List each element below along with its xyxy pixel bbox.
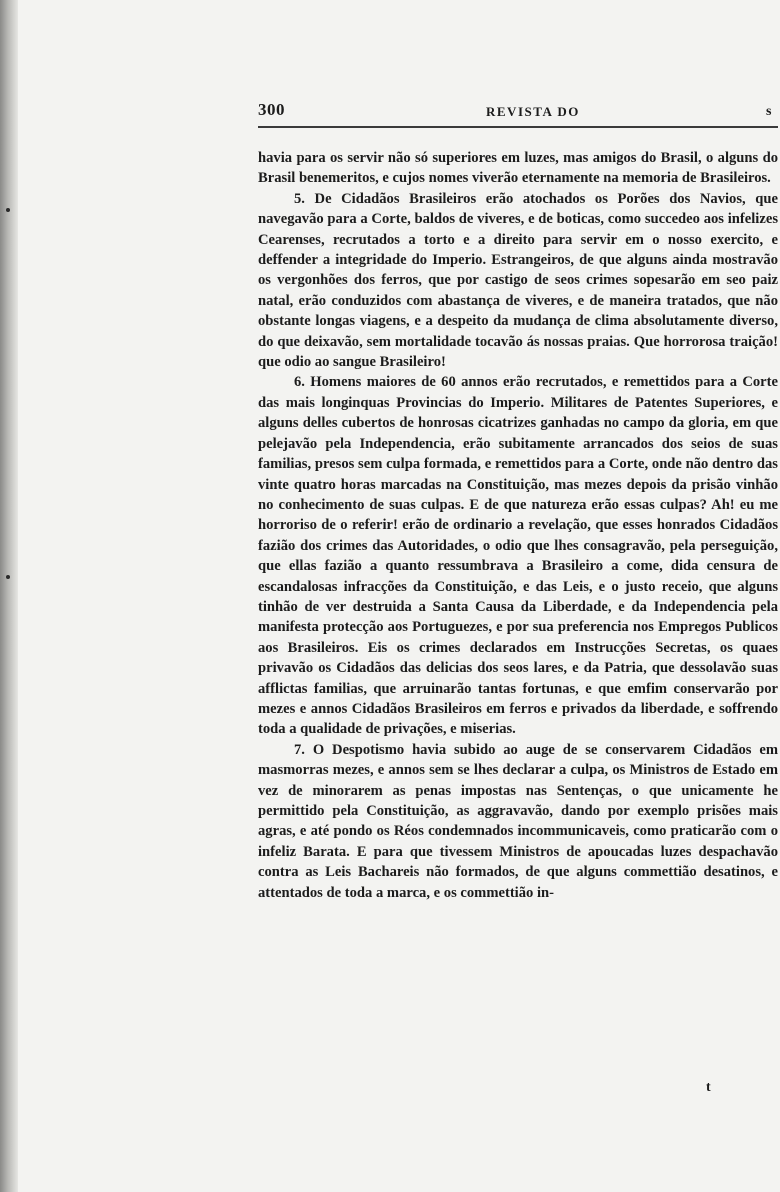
header-mark: s: [766, 104, 772, 119]
binding-mark: [6, 208, 10, 212]
book-spine-shadow: [0, 0, 18, 1192]
paragraph-6: 6. Homens maiores de 60 annos erão recrutados, e remettidos para a Corte das mais longinquas Provincias do Imperio. Militares de Patentes Superiores, e alguns delles cubertos de honrosas cicatrizes ganhadas no campo da gloria, em que pelejavão pela Independencia, erão subitamente arrancados dos seios de suas familias, presos sem culpa formada, e remettidos para a Corte, onde não dentro das vinte quatro horas marcadas na Constituição, mas mezes depois da prisão vinhão no conhecimento de suas culpas. E de que natureza erão essas culpas? Ah! eu me horroriso de o referir! erão de ordinario a revelação, que esses honrados Cidadãos fazião dos crimes das Autoridades, o odio que lhes consagravão, pela perseguição, que ellas fazião a quanto ressumbrava a Brasileiro a come, dida censura de escandalosas infracções da Constituição, e das Leis, e o justo receio, que alguns tinhão de ver destruida a Santa Causa da Liberdade, e da Independencia pela manifesta protecção aos Portuguezes, e por sua preferencia nos Empregos Publicos aos Brasileiros. Eis os crimes declarados em Instrucções Secretas, os quaes privavão os Cidadãos das delicias dos seos lares, e da Patria, que dessolavão suas afflictas familias, que arruinarão tantas fortunas, e que emfim conservarão por mezes e annos Cidadãos Brasileiros em ferros e privados da liberdade, e soffrendo toda a qualidade de privações, e miserias.: [258, 374, 778, 738]
header-rule: [258, 126, 778, 128]
page-content: [258, 96, 778, 903]
paragraph-5: 5. De Cidadãos Brasileiros erão atochados os Porões dos Navios, que navegavão para a Corte, baldos de viveres, e de boticas, como succedeo aos infelizes Cearenses, recrutados a torto e a direito para servir em o nosso exercito, e deffender a integridade do Imperio. Estrangeiros, de que alguns ainda mostravão os vergonhões dos ferros, que por castigo de seos crimes sopesarão em seo paiz natal, erão conduzidos com abastança de viveres, e de maneira tratados, que não obstante longas viagens, e a despeito da mudança de clima absolutamente diverso, do que deixavão, sem mortalidade tocavão ás nossas praias. Que horrorosa traição! que odio ao sangue Brasileiro!: [258, 190, 778, 371]
page-number: 300: [258, 100, 285, 119]
binding-mark: [6, 575, 10, 579]
paragraph-continuation: havia para os servir não só superiores em luzes, mas amigos do Brasil, o alguns do Brasil benemeritos, e cujos nomes viverão eternamente na memoria de Brasileiros.: [258, 150, 778, 187]
page-header: [258, 96, 778, 122]
footer-mark: t: [706, 1080, 711, 1095]
paragraph-7: 7. O Despotismo havia subido ao auge de se conservarem Cidadãos em masmorras mezes, e annos sem se lhes declarar a culpa, os Ministros de Estado em vez de minorarem as penas impostas nas Sentenças, o que unicamente he permittido pela Constituição, as aggravavão, dando por exemplo prisões mais agras, e até pondo os Réos condemnados incommunicaveis, como praticarão com o infeliz Barata. E para que tivessem Ministros de apoucadas luzes despachavão contra as Leis Bachareis não formados, de que alguns commettião desatinos, e attentados de toda a marca, e os commettião in-: [258, 741, 778, 901]
running-title: REVISTA DO: [486, 104, 580, 119]
